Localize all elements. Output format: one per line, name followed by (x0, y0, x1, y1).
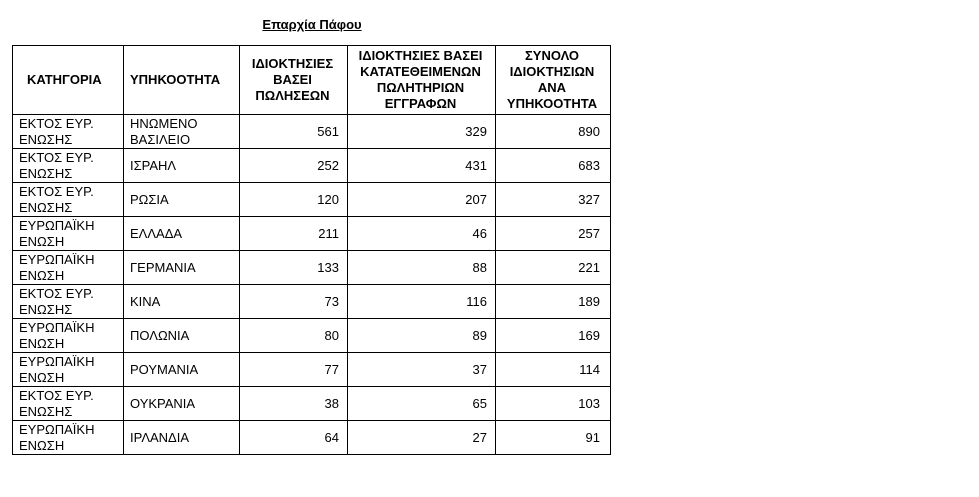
cell-total: 103 (496, 387, 611, 421)
cell-sales: 211 (240, 217, 348, 251)
cell-sales: 73 (240, 285, 348, 319)
cell-total: 327 (496, 183, 611, 217)
cell-nationality: ΙΡΛΑΝΔΙΑ (124, 421, 240, 455)
cell-category: ΕΚΤΟΣ ΕΥΡ. ΕΝΩΣΗΣ (13, 183, 124, 217)
ownership-table (12, 45, 611, 455)
cell-total: 114 (496, 353, 611, 387)
cell-nationality: ΡΟΥΜΑΝΙΑ (124, 353, 240, 387)
cell-sales: 77 (240, 353, 348, 387)
cell-sales: 38 (240, 387, 348, 421)
cell-nationality: ΙΣΡΑΗΛ (124, 149, 240, 183)
cell-nationality: ΗΝΩΜΕΝΟ ΒΑΣΙΛΕΙΟ (124, 115, 240, 149)
table-row (13, 285, 611, 319)
table-header-row (13, 46, 611, 115)
cell-contracts: 207 (348, 183, 496, 217)
cell-nationality: ΚΙΝΑ (124, 285, 240, 319)
cell-category: ΕΚΤΟΣ ΕΥΡ. ΕΝΩΣΗΣ (13, 285, 124, 319)
table-row (13, 217, 611, 251)
table-row (13, 319, 611, 353)
cell-category: ΕΥΡΩΠΑΪΚΗ ΕΝΩΣΗ (13, 353, 124, 387)
cell-nationality: ΓΕΡΜΑΝΙΑ (124, 251, 240, 285)
cell-sales: 80 (240, 319, 348, 353)
cell-contracts: 65 (348, 387, 496, 421)
cell-contracts: 89 (348, 319, 496, 353)
cell-sales: 64 (240, 421, 348, 455)
cell-total: 683 (496, 149, 611, 183)
cell-total: 189 (496, 285, 611, 319)
table-row (13, 421, 611, 455)
cell-contracts: 27 (348, 421, 496, 455)
table-row (13, 149, 611, 183)
cell-category: ΕΥΡΩΠΑΪΚΗ ΕΝΩΣΗ (13, 217, 124, 251)
table-row (13, 387, 611, 421)
table-row (13, 353, 611, 387)
cell-category: ΕΚΤΟΣ ΕΥΡ. ΕΝΩΣΗΣ (13, 149, 124, 183)
cell-total: 221 (496, 251, 611, 285)
header-contracts: ΙΔΙΟΚΤΗΣΙΕΣ ΒΑΣΕΙ ΚΑΤΑΤΕΘΕΙΜΕΝΩΝ ΠΩΛΗΤΗΡΙΩΝ ΕΓΓΡΑΦΩΝ (348, 46, 496, 115)
cell-contracts: 116 (348, 285, 496, 319)
cell-category: ΕΚΤΟΣ ΕΥΡ. ΕΝΩΣΗΣ (13, 115, 124, 149)
cell-total: 91 (496, 421, 611, 455)
cell-sales: 120 (240, 183, 348, 217)
cell-contracts: 329 (348, 115, 496, 149)
cell-nationality: ΠΟΛΩΝΙΑ (124, 319, 240, 353)
cell-contracts: 46 (348, 217, 496, 251)
cell-category: ΕΥΡΩΠΑΪΚΗ ΕΝΩΣΗ (13, 421, 124, 455)
cell-total: 257 (496, 217, 611, 251)
cell-category: ΕΚΤΟΣ ΕΥΡ. ΕΝΩΣΗΣ (13, 387, 124, 421)
cell-sales: 252 (240, 149, 348, 183)
document-title: Επαρχία Πάφου (262, 17, 362, 32)
cell-category: ΕΥΡΩΠΑΪΚΗ ΕΝΩΣΗ (13, 319, 124, 353)
cell-nationality: ΡΩΣΙΑ (124, 183, 240, 217)
cell-nationality: ΕΛΛΑΔΑ (124, 217, 240, 251)
cell-nationality: ΟΥΚΡΑΝΙΑ (124, 387, 240, 421)
table-row (13, 115, 611, 149)
table-row (13, 251, 611, 285)
cell-total: 890 (496, 115, 611, 149)
cell-contracts: 431 (348, 149, 496, 183)
cell-contracts: 37 (348, 353, 496, 387)
table-row (13, 183, 611, 217)
header-nationality: ΥΠΗΚΟΟΤΗΤΑ (124, 46, 240, 115)
header-sales: ΙΔΙΟΚΤΗΣΙΕΣ ΒΑΣΕΙ ΠΩΛΗΣΕΩΝ (240, 46, 348, 115)
header-total: ΣΥΝΟΛΟ ΙΔΙΟΚΤΗΣΙΩΝ ΑΝΑ ΥΠΗΚΟΟΤΗΤΑ (496, 46, 611, 115)
header-category: ΚΑΤΗΓΟΡΙΑ (13, 46, 124, 115)
cell-sales: 133 (240, 251, 348, 285)
cell-contracts: 88 (348, 251, 496, 285)
cell-total: 169 (496, 319, 611, 353)
cell-category: ΕΥΡΩΠΑΪΚΗ ΕΝΩΣΗ (13, 251, 124, 285)
cell-sales: 561 (240, 115, 348, 149)
